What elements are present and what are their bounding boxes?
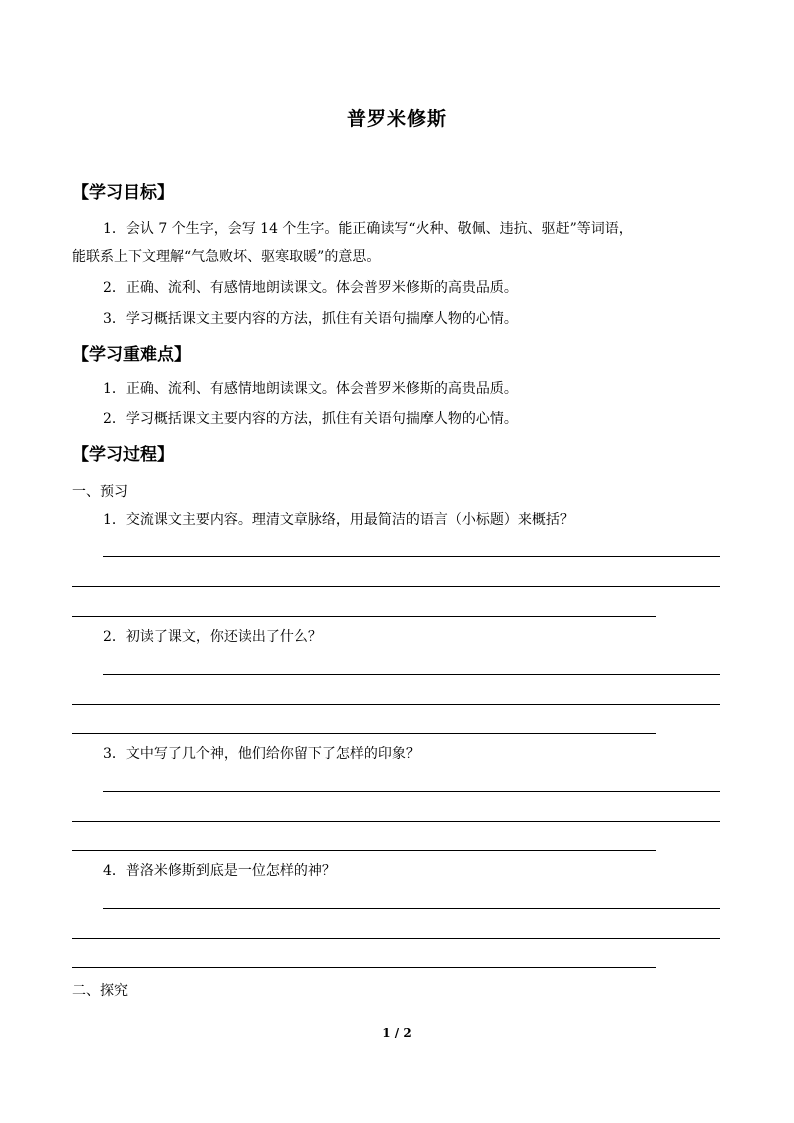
question-1: 1．交流课文主要内容。理清文章脉络，用最简洁的语言（小标题）来概括？ (103, 512, 574, 528)
objective-item-1-continued: 能联系上下文理解“气急败坏、驱寒取暖”的意思。 (72, 249, 381, 265)
key-point-item-1: 1．正确、流利、有感情地朗读课文。体会普罗米修斯的高贵品质。 (103, 381, 518, 397)
question-2: 2．初读了课文，你还读出了什么？ (103, 629, 322, 645)
answer-line[interactable] (72, 616, 656, 617)
answer-line[interactable] (103, 908, 720, 909)
process-heading: 【学习过程】 (72, 445, 174, 465)
answer-line[interactable] (72, 733, 656, 734)
key-point-item-2: 2．学习概括课文主要内容的方法，抓住有关语句揣摩人物的心情。 (103, 411, 518, 427)
page-title: 普罗米修斯 (346, 108, 447, 130)
section-explore: 二、探究 (72, 983, 128, 999)
page-number: 1 / 2 (382, 1026, 412, 1040)
objective-item-1: 1．会认 7 个生字，会写 14 个生字。能正确读写“火种、敬佩、违抗、驱赶”等词语， (103, 221, 633, 237)
objective-item-2: 2．正确、流利、有感情地朗读课文。体会普罗米修斯的高贵品质。 (103, 280, 518, 296)
answer-line[interactable] (103, 791, 720, 792)
question-3: 3．文中写了几个神，他们给你留下了怎样的印象？ (103, 746, 420, 762)
key-points-heading: 【学习重难点】 (72, 345, 191, 365)
answer-line[interactable] (72, 967, 656, 968)
objectives-heading: 【学习目标】 (72, 183, 174, 203)
answer-line[interactable] (72, 850, 656, 851)
answer-line[interactable] (103, 674, 720, 675)
answer-line[interactable] (72, 821, 720, 822)
objective-item-3: 3．学习概括课文主要内容的方法，抓住有关语句揣摩人物的心情。 (103, 311, 518, 327)
question-4: 4．普洛米修斯到底是一位怎样的神？ (103, 863, 336, 879)
answer-line[interactable] (72, 586, 720, 587)
answer-line[interactable] (72, 938, 720, 939)
answer-line[interactable] (103, 556, 720, 557)
section-preview: 一、预习 (72, 484, 128, 500)
answer-line[interactable] (72, 704, 720, 705)
